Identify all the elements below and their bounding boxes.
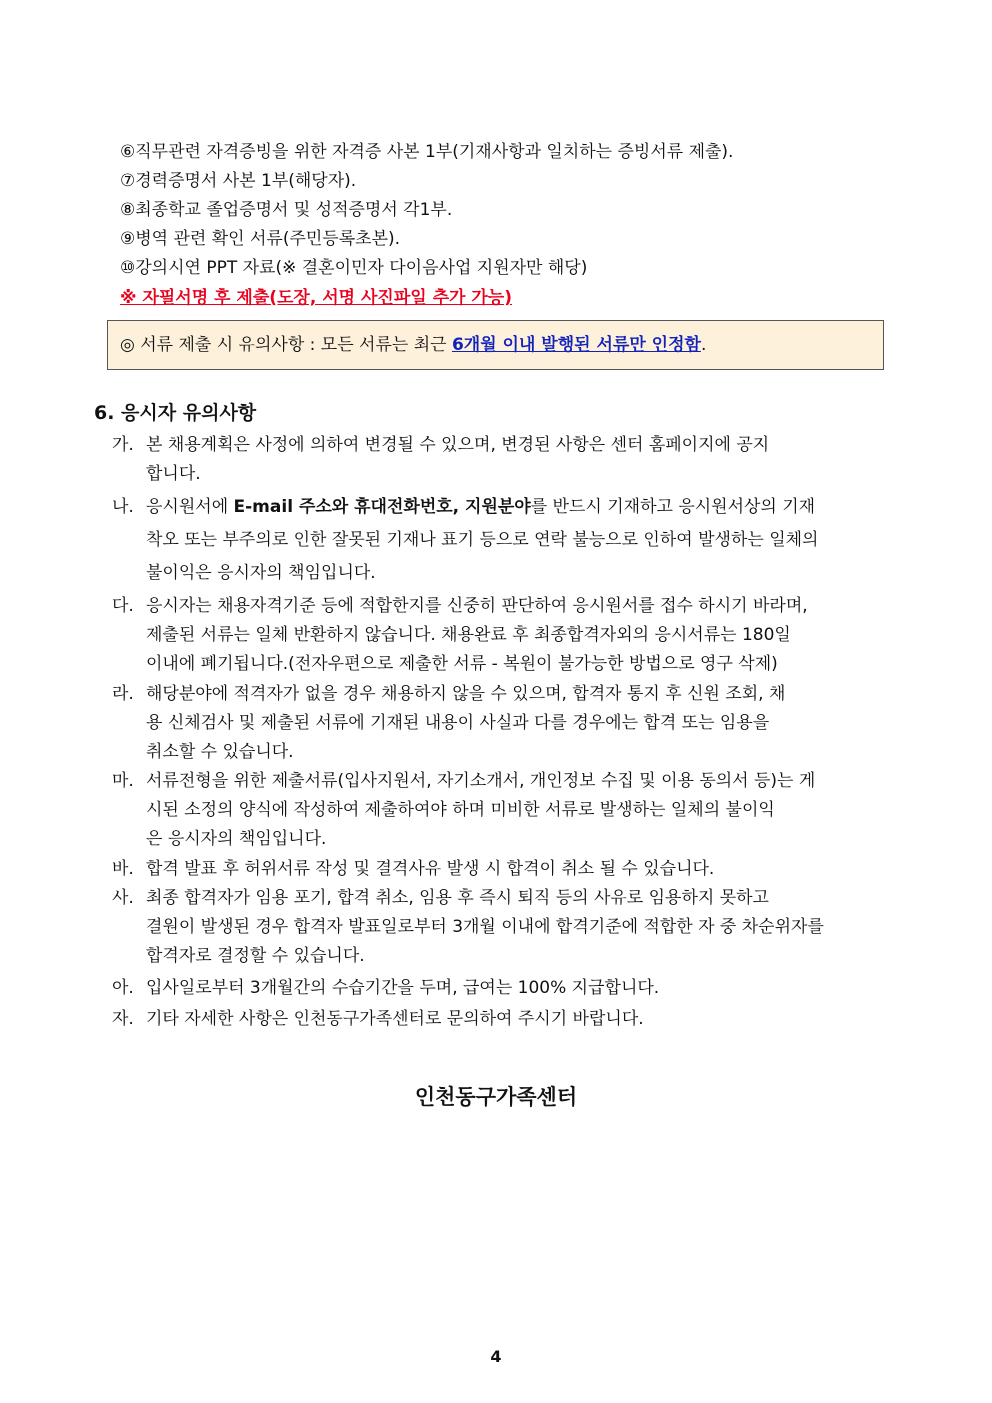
- list-item: [112, 767, 898, 854]
- notice-prefix: ◎ 서류 제출 시 유의사항 : 모든 서류는 최근: [120, 335, 452, 355]
- document-item-10: ⑩강의시연 PPT 자료(※ 결혼이민자 다이음사업 지원자만 해당): [120, 258, 588, 278]
- item-text: 서류전형을 위한 제출서류(입사지원서, 자기소개서, 개인정보 수집 및 이용 동의서 등)는 게: [146, 771, 816, 791]
- notice-text: [120, 334, 706, 356]
- item-text: 최종 합격자가 임용 포기, 합격 취소, 임용 후 즉시 퇴직 등의 사유로 임용하지 못하고: [146, 888, 769, 908]
- item-text: 은 응시자의 책임입니다.: [146, 829, 327, 849]
- organization-name: 인천동구가족센터: [414, 1085, 578, 1109]
- item-marker: 라.: [112, 684, 134, 704]
- item-text: 결원이 발생된 경우 합격자 발표일로부터 3개월 이내에 합격기준에 적합한 자 중 차순위자를: [146, 917, 824, 937]
- item-marker: 아.: [112, 978, 134, 998]
- section-title: 6. 응시자 유의사항: [94, 402, 257, 424]
- item-text: 를 반드시 기재하고 응시원서상의 기재: [530, 497, 816, 517]
- list-item: [112, 855, 898, 884]
- notice-box: [107, 320, 884, 370]
- item-text: 입사일로부터 3개월간의 수습기간을 두며, 급여는 100% 지급합니다.: [146, 978, 660, 998]
- document-item-7: ⑦경력증명서 사본 1부(해당자).: [120, 171, 357, 191]
- item-text: 불이익은 응시자의 책임입니다.: [146, 563, 376, 583]
- signature-note: ※ 자필서명 후 제출(도장, 서명 사진파일 추가 가능): [120, 288, 512, 308]
- item-text: 용 신체검사 및 제출된 서류에 기재된 내용이 사실과 다를 경우에는 합격 또는 임용을: [146, 713, 770, 733]
- item-marker: 나.: [112, 497, 134, 517]
- item-text: 착오 또는 부주의로 인한 잘못된 기재나 표기 등으로 연락 불능으로 인하여 발생하는 일체의: [146, 530, 819, 550]
- item-text: 합니다.: [146, 464, 201, 484]
- list-item: [112, 493, 898, 583]
- item-marker: 바.: [112, 859, 134, 879]
- page-number: 4: [490, 1347, 502, 1366]
- item-text: 취소할 수 있습니다.: [146, 742, 294, 762]
- item-marker: 마.: [112, 771, 134, 791]
- item-marker: 자.: [112, 1009, 134, 1029]
- item-text: 본 채용계획은 사정에 의하여 변경될 수 있으며, 변경된 사항은 센터 홈페이지에 공지: [146, 435, 770, 455]
- item-marker: 가.: [112, 435, 134, 455]
- list-item: [112, 431, 898, 489]
- list-item: [112, 592, 898, 679]
- document-item-9: ⑨병역 관련 확인 서류(주민등록초본).: [120, 229, 401, 249]
- notice-suffix: .: [700, 335, 707, 355]
- item-text: 응시자는 채용자격기준 등에 적합한지를 신중히 판단하여 응시원서를 접수 하시기 바라며,: [146, 596, 808, 616]
- item-text: 제출된 서류는 일체 반환하지 않습니다. 채용완료 후 최종합격자외의 응시서류는 180일: [146, 625, 791, 645]
- item-text: 기타 자세한 사항은 인천동구가족센터로 문의하여 주시기 바랍니다.: [146, 1009, 644, 1029]
- item-text: 응시원서에: [146, 497, 234, 517]
- item-marker: 다.: [112, 596, 134, 616]
- notice-emphasis: 6개월 이내 발행된 서류만 인정함: [451, 335, 701, 355]
- list-item: [112, 1005, 898, 1034]
- document-item-8: ⑧최종학교 졸업증명서 및 성적증명서 각1부.: [120, 200, 453, 220]
- document-item-6: ⑥직무관련 자격증빙을 위한 자격증 사본 1부(기재사항과 일치하는 증빙서류 제출).: [120, 142, 734, 162]
- item-text: 시된 소정의 양식에 작성하여 제출하여야 하며 미비한 서류로 발생하는 일체의 불이익: [146, 800, 775, 820]
- item-marker: 사.: [112, 888, 134, 908]
- item-text: 합격 발표 후 허위서류 작성 및 결격사유 발생 시 합격이 취소 될 수 있습니다.: [146, 859, 715, 879]
- item-text: 합격자로 결정할 수 있습니다.: [146, 946, 365, 966]
- item-bold-text: E-mail 주소와 휴대전화번호, 지원분야: [233, 497, 531, 517]
- item-text: 이내에 폐기됩니다.(전자우편으로 제출한 서류 - 복원이 불가능한 방법으로 영구 삭제): [146, 654, 778, 674]
- list-item: [112, 884, 898, 971]
- list-item: [112, 680, 898, 767]
- item-text: 해당분야에 적격자가 없을 경우 채용하지 않을 수 있으며, 합격자 통지 후 신원 조회, 채: [146, 684, 786, 704]
- list-item: [112, 974, 898, 1003]
